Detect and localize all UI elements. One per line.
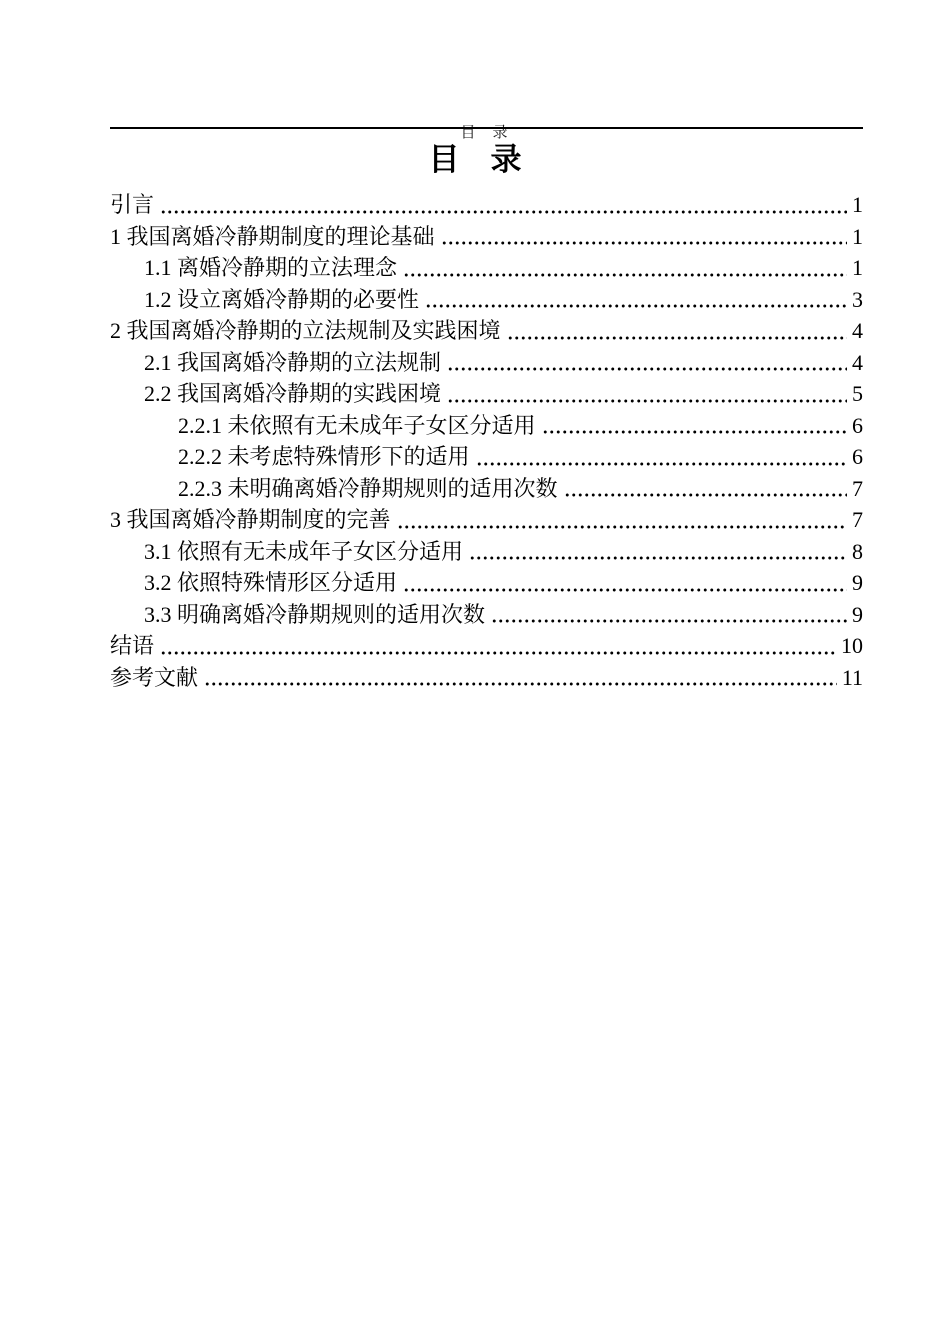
toc-entry — [110, 284, 863, 316]
toc-entry-label: 3 我国离婚冷静期制度的完善 — [110, 507, 391, 532]
toc-entry — [110, 347, 863, 379]
toc-entry-label: 2.2 我国离婚冷静期的实践困境 — [144, 381, 442, 406]
toc-entry — [110, 410, 863, 442]
toc-page-number: 9 — [852, 601, 863, 627]
toc-leader-dots — [507, 336, 847, 340]
toc-page-number: 7 — [852, 507, 863, 532]
toc-page-number: 1 — [852, 255, 863, 280]
toc-page-number: 1 — [852, 223, 863, 249]
toc-entry — [110, 630, 863, 662]
toc-page-number: 10 — [841, 633, 863, 658]
toc-entry-label: 2.2.2 未考虑特殊情形下的适用 — [178, 444, 470, 469]
toc-entry — [110, 315, 863, 347]
toc-leader-dots — [441, 241, 847, 245]
toc-leader-dots — [204, 682, 837, 686]
toc-page-number: 4 — [852, 318, 863, 343]
toc-entry-label: 2 我国离婚冷静期的立法规制及实践困境 — [110, 318, 501, 343]
toc-page-number: 3 — [852, 286, 863, 312]
toc-leader-dots — [160, 210, 847, 214]
toc-page-number: 6 — [852, 412, 863, 438]
toc-list — [110, 189, 863, 693]
toc-leader-dots — [397, 525, 847, 529]
toc-entry — [110, 441, 863, 473]
toc-entry-label: 结语 — [110, 633, 155, 658]
toc-entry — [110, 504, 863, 536]
toc-leader-dots — [476, 462, 847, 466]
toc-page-number: 8 — [852, 538, 863, 564]
toc-entry-label: 2.2.1 未依照有无未成年子女区分适用 — [178, 412, 536, 438]
toc-entry — [110, 221, 863, 253]
toc-page-number: 1 — [852, 192, 863, 217]
toc-page-number: 6 — [852, 444, 863, 469]
toc-entry — [110, 378, 863, 410]
toc-leader-dots — [425, 304, 847, 308]
toc-leader-dots — [447, 399, 847, 403]
toc-leader-dots — [403, 588, 847, 592]
toc-page-number: 5 — [852, 381, 863, 406]
toc-leader-dots — [469, 556, 847, 560]
toc-entry — [110, 473, 863, 505]
toc-entry — [110, 189, 863, 221]
toc-entry-label: 引言 — [110, 192, 155, 217]
toc-entry — [110, 567, 863, 599]
toc-entry — [110, 536, 863, 568]
toc-entry-label: 2.1 我国离婚冷静期的立法规制 — [144, 349, 442, 375]
toc-entry — [110, 599, 863, 631]
toc-entry-label: 3.2 依照特殊情形区分适用 — [144, 570, 398, 595]
toc-entry-label: 1.1 离婚冷静期的立法理念 — [144, 255, 398, 280]
toc-entry-label: 2.2.3 未明确离婚冷静期规则的适用次数 — [178, 475, 558, 501]
toc-leader-dots — [564, 493, 847, 497]
toc-page-number: 11 — [841, 664, 863, 690]
toc-page-number: 9 — [852, 570, 863, 595]
toc-leader-dots — [160, 651, 836, 655]
toc-leader-dots — [542, 430, 847, 434]
running-header-title: 目 录 — [460, 125, 509, 141]
toc-entry — [110, 662, 863, 694]
toc-page-number: 7 — [852, 475, 863, 501]
toc-leader-dots — [403, 273, 847, 277]
toc-entry-label: 1.2 设立离婚冷静期的必要性 — [144, 286, 420, 312]
toc-page-number: 4 — [852, 349, 863, 375]
header-rule — [110, 127, 863, 129]
toc-entry-label: 3.3 明确离婚冷静期规则的适用次数 — [144, 601, 486, 627]
toc-entry-label: 参考文献 — [110, 664, 199, 690]
toc-title: 目 录 — [428, 142, 522, 177]
toc-entry-label: 3.1 依照有无未成年子女区分适用 — [144, 538, 464, 564]
toc-entry-label: 1 我国离婚冷静期制度的理论基础 — [110, 223, 435, 249]
toc-entry — [110, 252, 863, 284]
toc-leader-dots — [491, 619, 847, 623]
toc-leader-dots — [447, 367, 847, 371]
